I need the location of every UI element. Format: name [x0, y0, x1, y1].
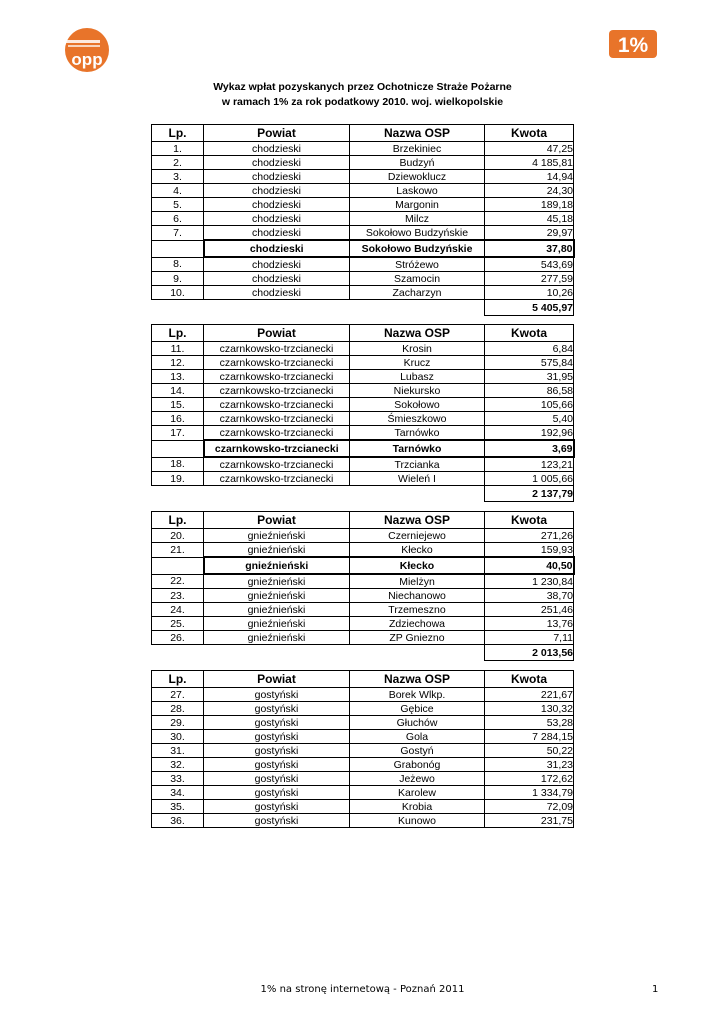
page-number: 1: [652, 984, 659, 995]
cell-lp: 27.: [152, 688, 204, 702]
table-row: [152, 212, 574, 226]
cell-nazwa: Niechanowo: [350, 589, 485, 603]
header-powiat: Powiat: [204, 325, 350, 342]
table-row: [152, 716, 574, 730]
cell-powiat: chodzieski: [204, 240, 350, 257]
cell-powiat: chodzieski: [204, 257, 350, 272]
header-nazwa: Nazwa OSP: [350, 671, 485, 688]
cell-lp: 31.: [152, 744, 204, 758]
cell-powiat: chodzieski: [204, 170, 350, 184]
cell-nazwa: Milcz: [350, 212, 485, 226]
cell-lp: 26.: [152, 631, 204, 645]
total-row: [152, 645, 574, 661]
osp-table-czarnkowsko-trzcianecki: [151, 324, 575, 502]
cell-powiat: czarnkowsko-trzcianecki: [204, 457, 350, 472]
cell-kwota: 50,22: [485, 744, 574, 758]
cell-lp: 36.: [152, 814, 204, 828]
cell-lp: 17.: [152, 426, 204, 441]
cell-kwota: 29,97: [485, 226, 574, 241]
cell-kwota: 72,09: [485, 800, 574, 814]
cell-powiat: chodzieski: [204, 212, 350, 226]
cell-nazwa: Grabonóg: [350, 758, 485, 772]
header-kwota: Kwota: [485, 512, 574, 529]
cell-nazwa: Sokołowo Budzyńskie: [350, 226, 485, 241]
cell-nazwa: Karolew: [350, 786, 485, 800]
cell-nazwa: Trzemeszno: [350, 603, 485, 617]
table-row: [152, 472, 574, 486]
cell-lp: 20.: [152, 529, 204, 543]
cell-powiat: gostyński: [204, 758, 350, 772]
cell-powiat: czarnkowsko-trzcianecki: [204, 370, 350, 384]
table-row: [152, 356, 574, 370]
cell-kwota: 40,50: [485, 557, 574, 574]
cell-powiat: chodzieski: [204, 286, 350, 300]
cell-powiat: gostyński: [204, 702, 350, 716]
1-percent-logo-icon: [608, 29, 658, 59]
table-row: [152, 170, 574, 184]
cell-kwota: 4 185,81: [485, 156, 574, 170]
table-row: [152, 272, 574, 286]
cell-kwota: 221,67: [485, 688, 574, 702]
cell-kwota: 189,18: [485, 198, 574, 212]
cell-nazwa: Głuchów: [350, 716, 485, 730]
cell-lp: 15.: [152, 398, 204, 412]
cell-powiat: gostyński: [204, 786, 350, 800]
footer-text: 1% na stronę internetową - Poznań 2011: [260, 984, 465, 995]
table-row: [152, 589, 574, 603]
table-row: [152, 440, 574, 457]
cell-nazwa: Sokołowo Budzyńskie: [350, 240, 485, 257]
table-row: [152, 384, 574, 398]
cell-nazwa: Tarnówko: [350, 426, 485, 441]
cell-lp: 11.: [152, 342, 204, 356]
table-row: [152, 184, 574, 198]
cell-nazwa: ZP Gniezno: [350, 631, 485, 645]
cell-powiat: gnieźnieński: [204, 589, 350, 603]
cell-nazwa: Gola: [350, 730, 485, 744]
cell-lp: 5.: [152, 198, 204, 212]
table-header-row: [152, 325, 574, 342]
cell-kwota: 543,69: [485, 257, 574, 272]
cell-nazwa: Lubasz: [350, 370, 485, 384]
cell-nazwa: Wieleń I: [350, 472, 485, 486]
osp-table-gnieznienski: [151, 511, 575, 661]
table-row: [152, 240, 574, 257]
header-lp: Lp.: [152, 325, 204, 342]
cell-kwota: 159,93: [485, 543, 574, 558]
cell-powiat: czarnkowsko-trzcianecki: [204, 356, 350, 370]
cell-lp: 28.: [152, 702, 204, 716]
table-row: [152, 617, 574, 631]
table-row: [152, 772, 574, 786]
header-kwota: Kwota: [485, 671, 574, 688]
cell-powiat: chodzieski: [204, 156, 350, 170]
table-row: [152, 688, 574, 702]
cell-nazwa: Dziewoklucz: [350, 170, 485, 184]
cell-nazwa: Gębice: [350, 702, 485, 716]
cell-nazwa: Sokołowo: [350, 398, 485, 412]
opp-logo-icon: [60, 27, 114, 73]
cell-kwota: 31,23: [485, 758, 574, 772]
table-row: [152, 370, 574, 384]
table-row: [152, 631, 574, 645]
cell-kwota: 47,25: [485, 142, 574, 156]
table-row: [152, 758, 574, 772]
header-lp: Lp.: [152, 512, 204, 529]
cell-kwota: 575,84: [485, 356, 574, 370]
cell-lp: [152, 240, 204, 257]
cell-powiat: gostyński: [204, 772, 350, 786]
cell-nazwa: Jeżewo: [350, 772, 485, 786]
cell-kwota: 31,95: [485, 370, 574, 384]
table-row: [152, 457, 574, 472]
table-row: [152, 814, 574, 828]
cell-kwota: 277,59: [485, 272, 574, 286]
cell-powiat: gostyński: [204, 814, 350, 828]
cell-nazwa: Stróżewo: [350, 257, 485, 272]
cell-lp: 19.: [152, 472, 204, 486]
cell-kwota: 3,69: [485, 440, 574, 457]
table-row: [152, 156, 574, 170]
cell-nazwa: Zdziechowa: [350, 617, 485, 631]
table-row: [152, 786, 574, 800]
cell-lp: 6.: [152, 212, 204, 226]
cell-powiat: gnieźnieński: [204, 529, 350, 543]
cell-kwota: 7 284,15: [485, 730, 574, 744]
document-title-line1: Wykaz wpłat pozyskanych przez Ochotnicze Straże Pożarne: [213, 81, 512, 93]
table-row: [152, 426, 574, 441]
cell-powiat: czarnkowsko-trzcianecki: [204, 412, 350, 426]
cell-nazwa: Borek Wlkp.: [350, 688, 485, 702]
cell-powiat: gnieźnieński: [204, 603, 350, 617]
total-row: [152, 300, 574, 316]
cell-lp: 21.: [152, 543, 204, 558]
cell-kwota: 192,96: [485, 426, 574, 441]
cell-lp: [152, 557, 204, 574]
table-row: [152, 398, 574, 412]
cell-kwota: 172,62: [485, 772, 574, 786]
cell-lp: 4.: [152, 184, 204, 198]
cell-lp: 24.: [152, 603, 204, 617]
cell-nazwa: Budzyń: [350, 156, 485, 170]
cell-lp: 8.: [152, 257, 204, 272]
cell-powiat: chodzieski: [204, 184, 350, 198]
cell-lp: 33.: [152, 772, 204, 786]
cell-lp: 9.: [152, 272, 204, 286]
cell-nazwa: Kłecko: [350, 543, 485, 558]
cell-kwota: 24,30: [485, 184, 574, 198]
cell-kwota: 38,70: [485, 589, 574, 603]
cell-kwota: 7,11: [485, 631, 574, 645]
cell-nazwa: Szamocin: [350, 272, 485, 286]
cell-powiat: czarnkowsko-trzcianecki: [204, 426, 350, 441]
cell-powiat: chodzieski: [204, 272, 350, 286]
cell-kwota: 10,26: [485, 286, 574, 300]
cell-kwota: 1 334,79: [485, 786, 574, 800]
table-row: [152, 800, 574, 814]
cell-kwota: 45,18: [485, 212, 574, 226]
cell-nazwa: Kunowo: [350, 814, 485, 828]
cell-powiat: gnieźnieński: [204, 617, 350, 631]
cell-nazwa: Laskowo: [350, 184, 485, 198]
header-lp: Lp.: [152, 125, 204, 142]
table-row: [152, 257, 574, 272]
osp-table-gostynski: [151, 670, 574, 828]
cell-lp: 16.: [152, 412, 204, 426]
table-row: [152, 286, 574, 300]
header-nazwa: Nazwa OSP: [350, 125, 485, 142]
cell-powiat: gostyński: [204, 688, 350, 702]
cell-powiat: czarnkowsko-trzcianecki: [204, 472, 350, 486]
svg-text:opp: opp: [71, 50, 103, 69]
cell-kwota: 13,76: [485, 617, 574, 631]
cell-nazwa: Czerniejewo: [350, 529, 485, 543]
cell-lp: 2.: [152, 156, 204, 170]
cell-powiat: gostyński: [204, 744, 350, 758]
cell-lp: 23.: [152, 589, 204, 603]
cell-lp: 13.: [152, 370, 204, 384]
table-header-row: [152, 671, 574, 688]
cell-nazwa: Krosin: [350, 342, 485, 356]
cell-kwota: 231,75: [485, 814, 574, 828]
cell-nazwa: Zacharzyn: [350, 286, 485, 300]
cell-nazwa: Tarnówko: [350, 440, 485, 457]
cell-nazwa: Mielżyn: [350, 574, 485, 589]
cell-powiat: czarnkowsko-trzcianecki: [204, 398, 350, 412]
cell-powiat: chodzieski: [204, 198, 350, 212]
cell-nazwa: Gostyń: [350, 744, 485, 758]
cell-lp: 25.: [152, 617, 204, 631]
cell-kwota: 14,94: [485, 170, 574, 184]
cell-nazwa: Niekursko: [350, 384, 485, 398]
cell-lp: 12.: [152, 356, 204, 370]
cell-kwota: 251,46: [485, 603, 574, 617]
document-title-line2: w ramach 1% za rok podatkowy 2010. woj. wielkopolskie: [221, 96, 504, 108]
table-row: [152, 730, 574, 744]
cell-nazwa: Śmieszkowo: [350, 412, 485, 426]
cell-powiat: chodzieski: [204, 142, 350, 156]
table-header-row: [152, 125, 574, 142]
table-row: [152, 412, 574, 426]
cell-powiat: czarnkowsko-trzcianecki: [204, 342, 350, 356]
cell-nazwa: Margonin: [350, 198, 485, 212]
table-row: [152, 702, 574, 716]
cell-powiat: gnieźnieński: [204, 557, 350, 574]
cell-kwota: 271,26: [485, 529, 574, 543]
cell-kwota: 130,32: [485, 702, 574, 716]
table-row: [152, 142, 574, 156]
cell-kwota: 123,21: [485, 457, 574, 472]
table-row: [152, 529, 574, 543]
table-row: [152, 226, 574, 241]
table-row: [152, 574, 574, 589]
cell-powiat: chodzieski: [204, 226, 350, 241]
cell-nazwa: Kłecko: [350, 557, 485, 574]
header-powiat: Powiat: [204, 512, 350, 529]
cell-lp: 35.: [152, 800, 204, 814]
cell-kwota: 1 005,66: [485, 472, 574, 486]
total-kwota: 2 013,56: [485, 645, 574, 661]
cell-lp: 1.: [152, 142, 204, 156]
table-header-row: [152, 512, 574, 529]
total-row: [152, 486, 574, 502]
cell-powiat: gnieźnieński: [204, 574, 350, 589]
header-kwota: Kwota: [485, 325, 574, 342]
header-nazwa: Nazwa OSP: [350, 512, 485, 529]
cell-powiat: gostyński: [204, 800, 350, 814]
header-nazwa: Nazwa OSP: [350, 325, 485, 342]
cell-kwota: 53,28: [485, 716, 574, 730]
cell-lp: 3.: [152, 170, 204, 184]
cell-powiat: gnieźnieński: [204, 543, 350, 558]
cell-nazwa: Krucz: [350, 356, 485, 370]
cell-kwota: 37,80: [485, 240, 574, 257]
cell-kwota: 105,66: [485, 398, 574, 412]
cell-lp: 29.: [152, 716, 204, 730]
total-kwota: 2 137,79: [485, 486, 574, 502]
cell-nazwa: Brzekiniec: [350, 142, 485, 156]
svg-text:1%: 1%: [617, 34, 649, 57]
cell-kwota: 86,58: [485, 384, 574, 398]
cell-nazwa: Krobia: [350, 800, 485, 814]
cell-powiat: czarnkowsko-trzcianecki: [204, 440, 350, 457]
header-lp: Lp.: [152, 671, 204, 688]
header-powiat: Powiat: [204, 671, 350, 688]
cell-powiat: gostyński: [204, 730, 350, 744]
cell-lp: 22.: [152, 574, 204, 589]
table-row: [152, 557, 574, 574]
cell-powiat: gnieźnieński: [204, 631, 350, 645]
table-row: [152, 603, 574, 617]
cell-kwota: 1 230,84: [485, 574, 574, 589]
cell-kwota: 6,84: [485, 342, 574, 356]
osp-table-chodzieski: [151, 124, 575, 316]
cell-powiat: czarnkowsko-trzcianecki: [204, 384, 350, 398]
header-powiat: Powiat: [204, 125, 350, 142]
cell-lp: 30.: [152, 730, 204, 744]
table-row: [152, 198, 574, 212]
cell-lp: [152, 440, 204, 457]
cell-lp: 34.: [152, 786, 204, 800]
table-row: [152, 342, 574, 356]
total-kwota: 5 405,97: [485, 300, 574, 316]
cell-nazwa: Trzcianka: [350, 457, 485, 472]
cell-powiat: gostyński: [204, 716, 350, 730]
cell-lp: 14.: [152, 384, 204, 398]
table-row: [152, 543, 574, 558]
cell-lp: 18.: [152, 457, 204, 472]
header-kwota: Kwota: [485, 125, 574, 142]
cell-lp: 32.: [152, 758, 204, 772]
cell-lp: 7.: [152, 226, 204, 241]
cell-lp: 10.: [152, 286, 204, 300]
table-row: [152, 744, 574, 758]
cell-kwota: 5,40: [485, 412, 574, 426]
